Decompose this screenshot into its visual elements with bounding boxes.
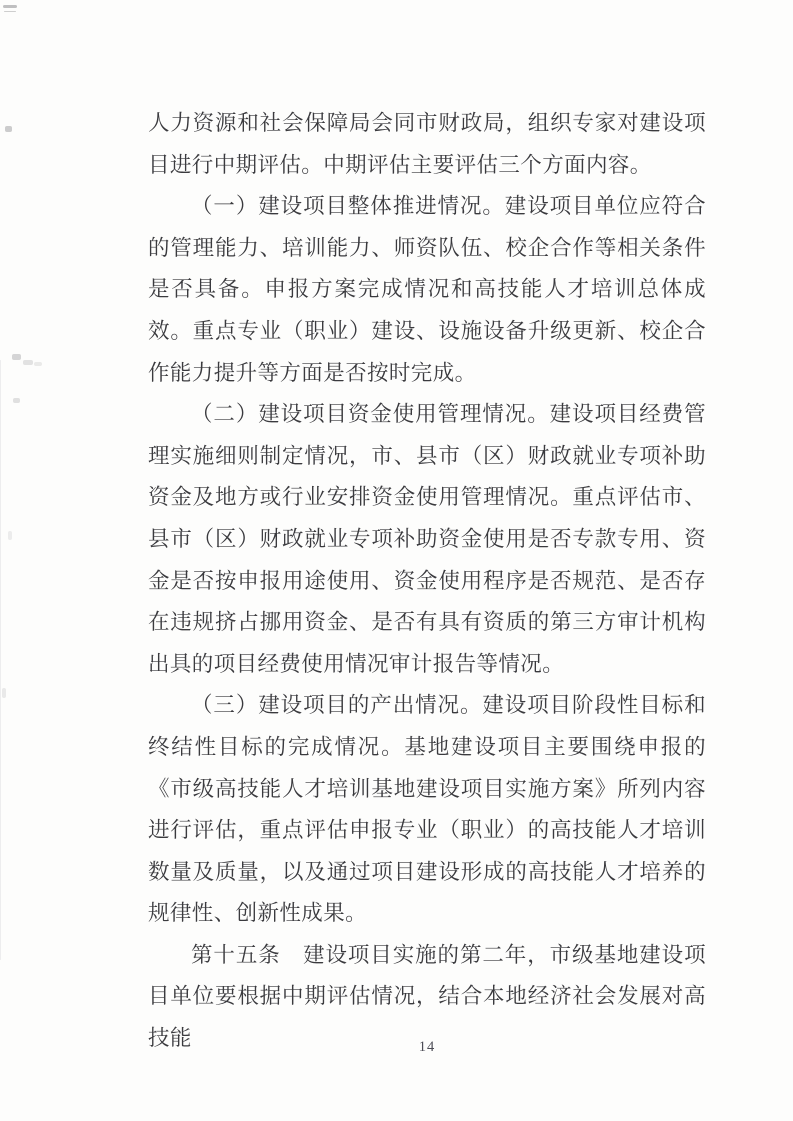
page-footer <box>148 1038 706 1056</box>
paragraph-continuation: 人力资源和社会保障局会同市财政局，组织专家对建设项目进行中期评估。中期评估主要评估三个方面内容。 <box>148 111 706 177</box>
scan-smudge <box>2 688 6 698</box>
page-number: 14 <box>418 1039 436 1055</box>
scan-smudge <box>34 362 42 366</box>
scan-edge-line <box>0 360 1 960</box>
paragraph-item-two: （二）建设项目资金使用管理情况。建设项目经费管理实施细则制定情况，市、县市（区）财政就业专项补助资金及地方或行业安排资金使用管理情况。重点评估市、县市（区）财政就业专项补助资金使用是否专款专用、资金是否按申报用途使用、资金使用程序是否规范、是否存在违规挤占挪用资金、是否有具有资质的第三方审计机构出具的项目经费使用情况审计报告等情况。 <box>148 402 706 676</box>
scan-smudge <box>23 360 33 365</box>
paragraph-item-three: （三）建设项目的产出情况。建设项目阶段性目标和终结性目标的完成情况。基地建设项目主要围绕申报的《市级高技能人才培训基地建设项目实施方案》所列内容进行评估，重点评估申报专业（职业）的高技能人才培训数量及质量，以及通过项目建设形成的高技能人才培养的规律性、创新性成果。 <box>148 693 706 926</box>
scan-smudge <box>12 354 21 360</box>
paragraph-article-15: 第十五条 建设项目实施的第二年，市级基地建设项目单位要根据中期评估情况，结合本地经济社会发展对高技能 <box>148 942 706 1051</box>
paragraph-item-one: （一）建设项目整体推进情况。建设项目单位应符合的管理能力、培训能力、师资队伍、校企合作等相关条件是否具备。申报方案完成情况和高技能人才培训总体成效。重点专业（职业）建设、设施设备升级更新、校企合作能力提升等方面是否按时完成。 <box>148 194 706 385</box>
scan-smudge <box>3 5 17 8</box>
scan-smudge <box>8 531 12 540</box>
document-body <box>148 103 706 1060</box>
scan-smudge <box>13 398 20 403</box>
scan-smudge <box>5 126 12 132</box>
